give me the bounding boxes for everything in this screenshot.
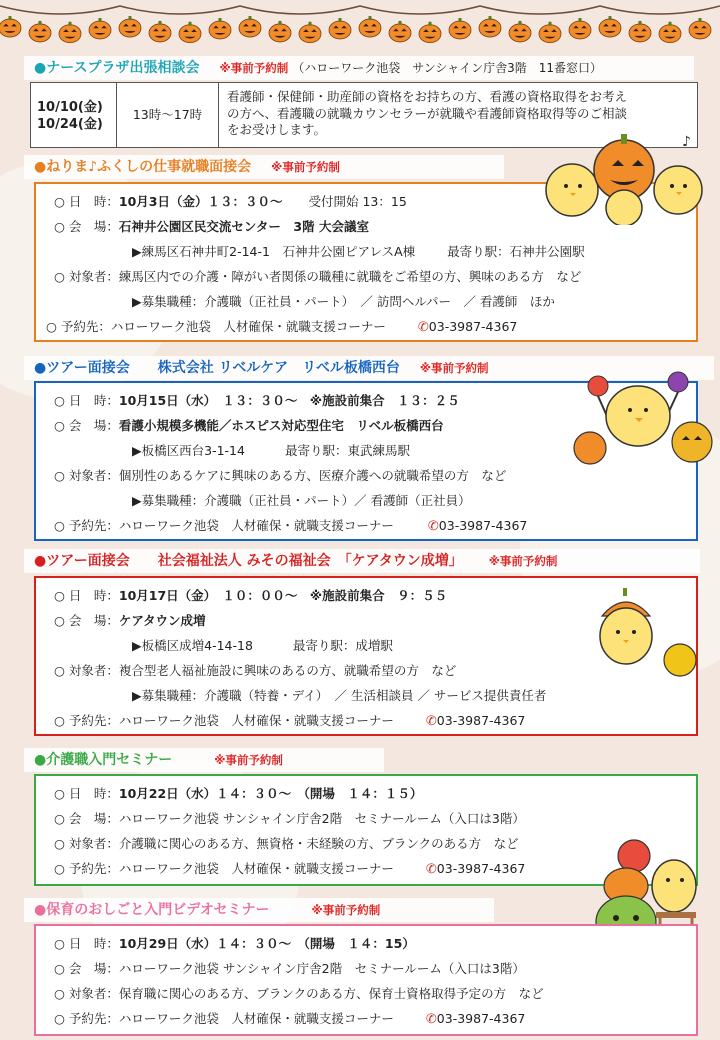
hoiku-target-row: [54, 984, 544, 1002]
pumpkin-icon: [659, 22, 681, 43]
pumpkin-icon: [479, 16, 501, 37]
address: ▶練馬区石神井町2-14-1 石神井公園ピアレスA棟: [132, 244, 416, 259]
jobs: ▶募集職種：介護職（特養・デイ） ／ 生活相談員 ／ サービス提供責任者: [132, 688, 547, 703]
phone-icon: ✆: [425, 862, 437, 877]
date-label: ○ 日 時：: [54, 786, 119, 801]
date-value: 10月3日（金）１３：３０～: [118, 194, 283, 209]
target-label: ○ 対象者：: [54, 986, 119, 1001]
hoiku-box: [34, 924, 698, 1036]
target-value: 複合型老人福祉施設に興味のあるの方、就職希望の方 など: [118, 663, 457, 678]
kaigo-target-row: [54, 834, 519, 852]
target-label: ○ 対象者：: [54, 468, 119, 483]
booking-label: ○ 予約先：: [54, 1011, 119, 1026]
date-extra: 受付開始 13：15: [308, 194, 407, 209]
phone-number[interactable]: 03-3987-4367: [428, 319, 518, 334]
nurse-plaza-location: （ハローワーク池袋 サンシャイン庁舎3階 11番窓口）: [292, 61, 602, 75]
pumpkin-icon: [449, 18, 471, 39]
kaigo-date-row: [54, 784, 422, 802]
phone-icon: ✆: [425, 1012, 437, 1027]
jobs: ▶募集職種：介護職（正社員・パート） ／ 訪問ヘルパー ／ 看護師 ほか: [132, 294, 555, 309]
pumpkin-icon: [419, 22, 441, 43]
booking-value: ハローワーク池袋 人材確保・就職支援コーナー: [118, 713, 394, 728]
kaigo-booking-row: [54, 859, 525, 877]
nurse-desc-line: をお受けします。: [227, 122, 327, 137]
tour2-date-row: [54, 586, 447, 604]
target-label: ○ 対象者：: [54, 269, 119, 284]
nurse-plaza-title: ●ナースプラザ出張相談会: [34, 60, 200, 76]
tour1-venue-row: [54, 416, 444, 434]
tour1-booking-row: [54, 516, 527, 534]
nurse-dates: [31, 83, 117, 147]
target-value: 保育職に関心のある方、ブランクのある方、保育士資格取得予定の方 など: [118, 986, 544, 1001]
tour1-title: ●ツアー面接会 株式会社 リベルケア リベル板橋西台: [34, 360, 400, 376]
tour1-date-row: [54, 391, 460, 409]
target-value: 練馬区内での介護・障がい者関係の職種に就職をご希望の方、興味のある方 など: [118, 269, 582, 284]
pumpkin-icon: [209, 18, 231, 39]
venue-label: ○ 会 場：: [54, 418, 119, 433]
tour2-target-row: [54, 661, 456, 679]
venue-label: ○ 会 場：: [54, 613, 119, 628]
venue-value: 石神井公園区民交流センター 3階 大会議室: [118, 219, 369, 234]
phone-number[interactable]: 03-3987-4367: [438, 518, 528, 533]
booking-value: ハローワーク池袋 人材確保・就職支援コーナー: [118, 518, 394, 533]
date-label: ○ 日 時：: [54, 393, 119, 408]
booking-label: ○ 予約先：: [54, 861, 119, 876]
target-value: 介護職に関心のある方、無資格・未経験の方、ブランクのある方 など: [118, 836, 519, 851]
booking-value: ハローワーク池袋 人材確保・就職支援コーナー: [110, 319, 386, 334]
booking-label: ○ 予約先：: [54, 713, 119, 728]
pumpkin-icon: [569, 18, 591, 39]
booking-label: ○ 予約先：: [46, 319, 111, 334]
venue-label: ○ 会 場：: [54, 219, 119, 234]
booking-value: ハローワーク池袋 人材確保・就職支援コーナー: [118, 861, 394, 876]
date-value: 10月15日（水） １３：３０～ ※施設前集合 １３：２５: [118, 393, 460, 408]
hoiku-title: ●保育のおしごと入門ビデオセミナー: [34, 902, 270, 918]
nurse-time: 13時～17時: [117, 83, 219, 147]
date-value: 10月29日（水）１４：３０～ （開場 １４：15）: [118, 936, 415, 951]
date-label: ○ 日 時：: [54, 588, 119, 603]
hoiku-booking-row: [54, 1009, 525, 1027]
kaigo-venue-row: [54, 809, 525, 827]
tour2-venue-row: [54, 611, 206, 629]
kaigo-title: ●介護職入門セミナー: [34, 752, 173, 768]
pumpkin-icon: [389, 21, 411, 42]
kaigo-header: [24, 748, 384, 772]
phone-icon: ✆: [425, 714, 437, 729]
date-value: 10月22日（水）１４：３０～ （開場 １４：１５）: [118, 786, 423, 801]
tour2-header: [24, 549, 700, 573]
venue-value: ハローワーク池袋 サンシャイン庁舎2階 セミナールーム（入口は3階）: [118, 811, 525, 826]
reserve-note: ※事前予約制: [271, 160, 340, 174]
reserve-note: ※事前予約制: [214, 753, 283, 767]
nerima-target-row: [54, 267, 581, 285]
nerima-jobs-row: [132, 292, 555, 310]
tour1-target-row: [54, 466, 506, 484]
station: 最寄り駅：東武練馬駅: [284, 443, 410, 458]
nerima-header: [24, 155, 504, 179]
tour2-booking-row: [54, 711, 525, 729]
hoiku-date-row: [54, 934, 415, 952]
svg-text:♪: ♪: [682, 134, 691, 150]
venue-label: ○ 会 場：: [54, 961, 119, 976]
target-label: ○ 対象者：: [54, 663, 119, 678]
tour2-address-row: [132, 636, 393, 654]
phone-number[interactable]: 03-3987-4367: [436, 1011, 526, 1026]
booking-label: ○ 予約先：: [54, 518, 119, 533]
nerima-title: ●ねりま♪ふくしの仕事就職面接会: [34, 159, 252, 175]
tour1-jobs-row: [132, 491, 471, 509]
pumpkin-icon: [0, 16, 21, 37]
date-label: ○ 日 時：: [54, 936, 119, 951]
pumpkin-icon: [689, 18, 711, 39]
venue-value: ケアタウン成増: [118, 613, 206, 628]
reserve-note: ※事前予約制: [311, 903, 381, 917]
pumpkin-icon: [29, 21, 51, 42]
pumpkin-garland: [0, 0, 720, 48]
reserve-note: ※事前予約制: [419, 361, 489, 375]
nurse-date-2: 10/24(金): [37, 117, 103, 132]
pumpkin-icon: [269, 21, 291, 42]
nerima-date-row: [54, 192, 407, 210]
tour2-title: ●ツアー面接会 社会福祉法人 みその福祉会 「ケアタウン成増」: [34, 553, 463, 569]
date-value: 10月17日（金） １０：００～ ※施設前集合 ９：５５: [118, 588, 448, 603]
nerima-venue-row: [54, 217, 369, 235]
jobs: ▶募集職種：介護職（正社員・パート）／ 看護師（正社員）: [132, 493, 471, 508]
pumpkin-icon: [89, 18, 111, 39]
address: ▶板橋区成増4-14-18: [132, 638, 253, 653]
pumpkin-icon: [599, 16, 621, 37]
tour1-address-row: [132, 441, 410, 459]
nerima-address-row: [132, 242, 585, 260]
nerima-booking-row: [46, 317, 517, 335]
date-label: ○ 日 時：: [54, 194, 119, 209]
address: ▶板橋区西台3-1-14: [132, 443, 245, 458]
phone-number[interactable]: 03-3987-4367: [436, 861, 526, 876]
chick-pumpkin-hat-illustration: [588, 586, 700, 678]
venue-value: 看護小規模多機能／ホスピス対応型住宅 リベル板橋西台: [118, 418, 444, 433]
pumpkin-icon: [119, 16, 141, 37]
pumpkin-icon: [149, 21, 171, 42]
reserve-note: ※事前予約制: [488, 554, 558, 568]
nurse-date-1: 10/10(金): [37, 100, 103, 115]
phone-number[interactable]: 03-3987-4367: [436, 713, 526, 728]
pumpkin-icon: [239, 16, 261, 37]
target-value: 個別性のあるケアに興味のある方、医療介護への就職希望の方 など: [118, 468, 507, 483]
tour2-jobs-row: [132, 686, 546, 704]
reserve-note: ※事前予約制: [219, 61, 289, 75]
pumpkin-icon: [179, 22, 201, 43]
pumpkin-icon: [539, 22, 561, 43]
venue-label: ○ 会 場：: [54, 811, 119, 826]
pumpkin-icon: [509, 21, 531, 42]
pumpkin-icon: [299, 22, 321, 43]
phone-icon: ✆: [427, 519, 439, 534]
station: 最寄り駅：石神井公園駅: [447, 244, 585, 259]
chick-candy-illustration: [570, 368, 715, 468]
pumpkin-icon: [629, 21, 651, 42]
station: 最寄り駅：成増駅: [292, 638, 393, 653]
pumpkin-icon: [59, 22, 81, 43]
phone-icon: ✆: [417, 320, 429, 335]
nurse-desc-line: の方へ、看護職の就職カウンセラーが就職や看護師資格取得等のご相談: [227, 105, 628, 121]
booking-value: ハローワーク池袋 人材確保・就職支援コーナー: [118, 1011, 394, 1026]
hoiku-venue-row: [54, 959, 525, 977]
pumpkin-icon: [359, 16, 381, 37]
pumpkin-icon: [329, 18, 351, 39]
target-label: ○ 対象者：: [54, 836, 119, 851]
chick-pumpkin-illustration: [532, 130, 712, 225]
nurse-desc-line: 看護師・保健師・助産師の資格をお持ちの方、看護の資格取得をお考え: [227, 89, 628, 104]
hoiku-header: [24, 898, 494, 922]
nurse-plaza-header: [24, 56, 694, 80]
venue-value: ハローワーク池袋 サンシャイン庁舎2階 セミナールーム（入口は3階）: [118, 961, 525, 976]
